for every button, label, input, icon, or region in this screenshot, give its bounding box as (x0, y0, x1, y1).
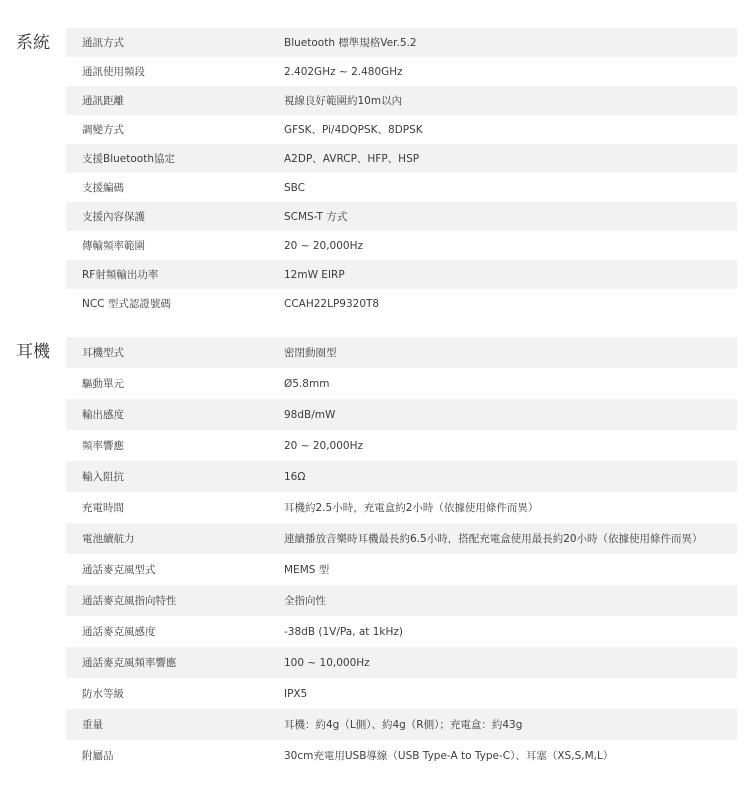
table-row (66, 86, 737, 115)
table-row (66, 523, 737, 554)
row-label: 傳輸頻率範圍 (82, 240, 145, 252)
row-value: MEMS 型 (284, 564, 330, 576)
row-label: 充電時間 (82, 502, 124, 514)
table-row (66, 231, 737, 260)
row-label: 通訊方式 (82, 37, 124, 49)
row-label: 驅動單元 (82, 378, 124, 390)
row-value: 耳機：約4g（L側）、約4g（R側）；充電盒：約43g (284, 719, 523, 731)
row-label: 頻率響應 (82, 440, 124, 452)
row-value: A2DP、AVRCP、HFP、HSP (284, 153, 420, 165)
row-value: GFSK、Pi/4DQPSK、8DPSK (284, 124, 423, 136)
row-label: 耳機型式 (82, 347, 124, 359)
table-row (66, 115, 737, 144)
table-row (66, 554, 737, 585)
row-label: 通話麥克風指向特性 (82, 595, 177, 607)
row-label: 電池續航力 (82, 533, 135, 545)
table-row (66, 260, 737, 289)
table-row (66, 28, 737, 57)
row-value: 全指向性 (284, 595, 326, 607)
table-row (66, 399, 737, 430)
row-value: 20 ~ 20,000Hz (284, 439, 363, 452)
row-value: Ø5.8mm (284, 377, 330, 390)
table-row (66, 202, 737, 231)
row-value: -38dB (1V/Pa, at 1kHz) (284, 625, 403, 638)
row-label: 支援編碼 (82, 182, 124, 194)
row-label: 支援內容保護 (82, 211, 145, 223)
row-value: 30cm充電用USB導線（USB Type-A to Type-C）、耳塞（XS,S,M,L） (284, 750, 614, 762)
table-row (66, 368, 737, 399)
row-label: 通話麥克風型式 (82, 564, 156, 576)
row-label: 輸出感度 (82, 409, 124, 421)
table-row (66, 173, 737, 202)
section-title: 耳機 (16, 342, 50, 362)
table-row (66, 461, 737, 492)
row-label: 輸入阻抗 (82, 471, 124, 483)
row-value: IPX5 (284, 687, 308, 700)
row-label: 重量 (82, 719, 103, 731)
row-value: 2.402GHz ~ 2.480GHz (284, 65, 403, 78)
row-label: 調變方式 (82, 124, 124, 136)
row-label: 通話麥克風頻率響應 (82, 657, 177, 669)
row-value: SBC (284, 181, 306, 194)
row-label: 通訊距離 (82, 95, 124, 107)
table-row (66, 740, 737, 771)
table-row (66, 492, 737, 523)
row-label: 附屬品 (82, 750, 114, 762)
row-value: 密閉動圈型 (284, 347, 337, 359)
table-row (66, 616, 737, 647)
spec-table (66, 337, 737, 771)
row-value: Bluetooth 標準規格Ver.5.2 (284, 37, 417, 49)
row-label: 通訊使用頻段 (82, 66, 145, 78)
row-value: 20 ~ 20,000Hz (284, 239, 363, 252)
table-row (66, 430, 737, 461)
table-row (66, 57, 737, 86)
row-label: NCC 型式認證號碼 (82, 298, 171, 310)
row-value: 耳機約2.5小時，充電盒約2小時（依據使用條件而異） (284, 502, 539, 514)
row-value: 連續播放音樂時耳機最長約6.5小時，搭配充電盒使用最長約20小時（依據使用條件而異） (284, 533, 703, 545)
table-row (66, 585, 737, 616)
row-value: SCMS-T 方式 (284, 211, 348, 223)
section-title: 系統 (16, 33, 50, 53)
table-row (66, 678, 737, 709)
row-label: 通話麥克風感度 (82, 626, 156, 638)
spec-table (66, 28, 737, 318)
row-value: 12mW EIRP (284, 268, 345, 281)
row-label: 支援Bluetooth協定 (82, 153, 175, 165)
table-row (66, 709, 737, 740)
table-row (66, 647, 737, 678)
row-value: 98dB/mW (284, 408, 336, 421)
row-label: RF射頻輸出功率 (82, 269, 159, 281)
table-row (66, 144, 737, 173)
table-row (66, 289, 737, 318)
row-label: 防水等級 (82, 688, 124, 700)
table-row (66, 337, 737, 368)
row-value: 視線良好範圍約10m以內 (284, 95, 403, 107)
row-value: CCAH22LP9320T8 (284, 297, 380, 310)
row-value: 100 ~ 10,000Hz (284, 656, 370, 669)
row-value: 16Ω (284, 470, 306, 483)
